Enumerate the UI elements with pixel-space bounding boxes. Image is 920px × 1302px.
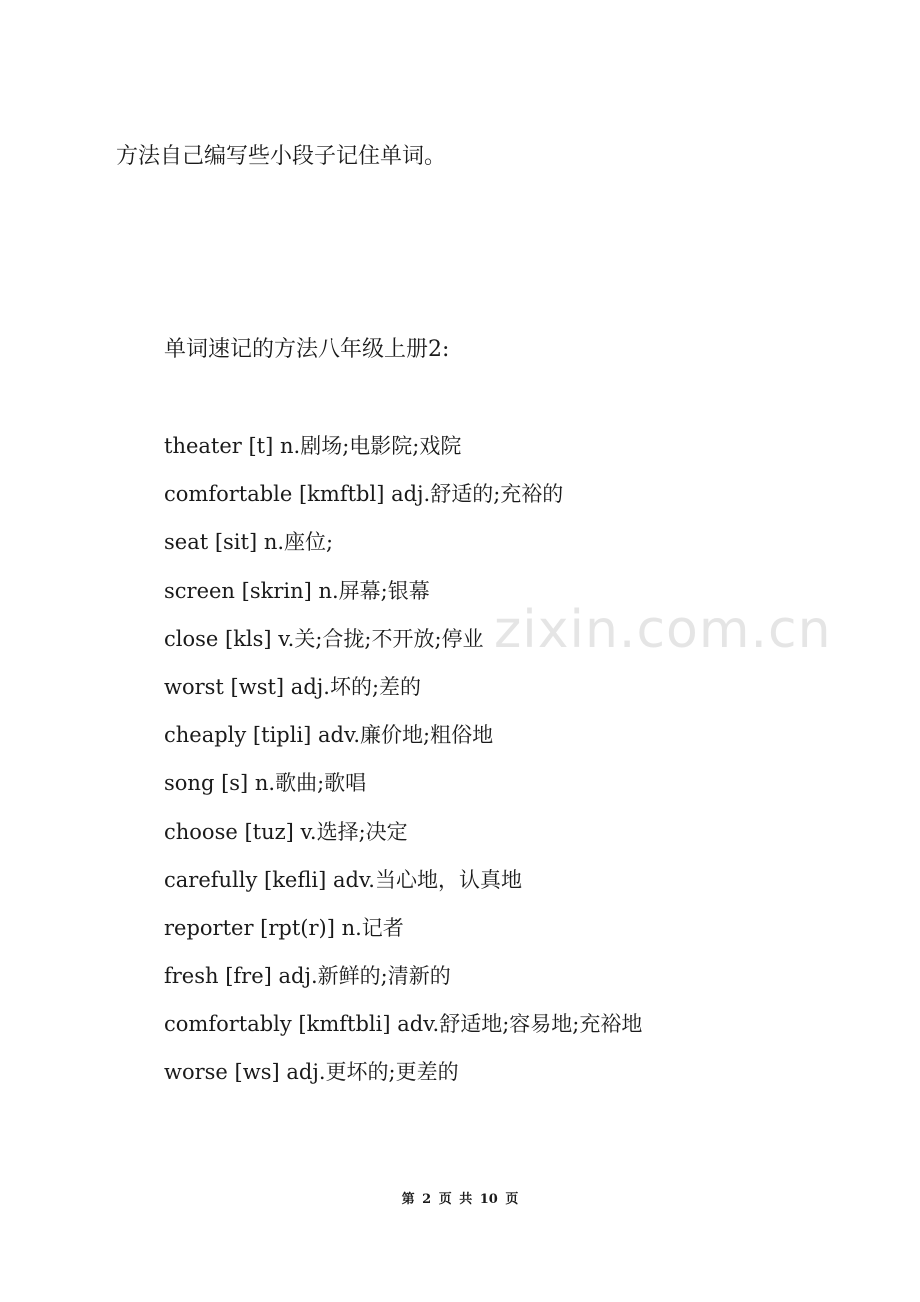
- vocab-entry: seat [sit] n.座位;: [164, 530, 334, 555]
- vocab-entry: worst [wst] adj.坏的;差的: [164, 674, 422, 699]
- vocab-entry: carefully [kefli] adv.当心地，认真地: [164, 867, 522, 892]
- watermark: zixin.com.cn: [494, 600, 832, 660]
- vocab-entry: theater [t] n.剧场;电影院;戏院: [164, 434, 462, 458]
- intro-paragraph-tail: 方法自己编写些小段子记住单词。: [116, 144, 447, 169]
- vocab-entry: worse [ws] adj.更坏的;更差的: [164, 1060, 459, 1085]
- vocab-entry: reporter [rpt(r)] n.记者: [164, 915, 404, 940]
- vocab-entry: screen [skrin] n.屏幕;银幕: [164, 578, 430, 603]
- vocab-entry: song [s] n.歌曲;歌唱: [164, 771, 367, 796]
- section-heading: 单词速记的方法八年级上册2:: [164, 337, 450, 362]
- vocab-entry: comfortably [kmftbli] adv.舒适地;容易地;充裕地: [164, 1012, 643, 1037]
- vocab-list: [164, 430, 642, 1105]
- vocab-entry: fresh [fre] adj.新鲜的;清新的: [164, 964, 451, 989]
- vocab-entry: comfortable [kmftbl] adj.舒适的;充裕的: [164, 482, 564, 507]
- vocab-entry: cheaply [tipli] adv.廉价地;粗俗地: [164, 723, 494, 748]
- vocab-entry: choose [tuz] v.选择;决定: [164, 819, 408, 844]
- page-footer: 第 2 页 共 10 页: [401, 1192, 519, 1207]
- vocab-entry: close [kls] v.关;合拢;不开放;停业: [164, 626, 484, 651]
